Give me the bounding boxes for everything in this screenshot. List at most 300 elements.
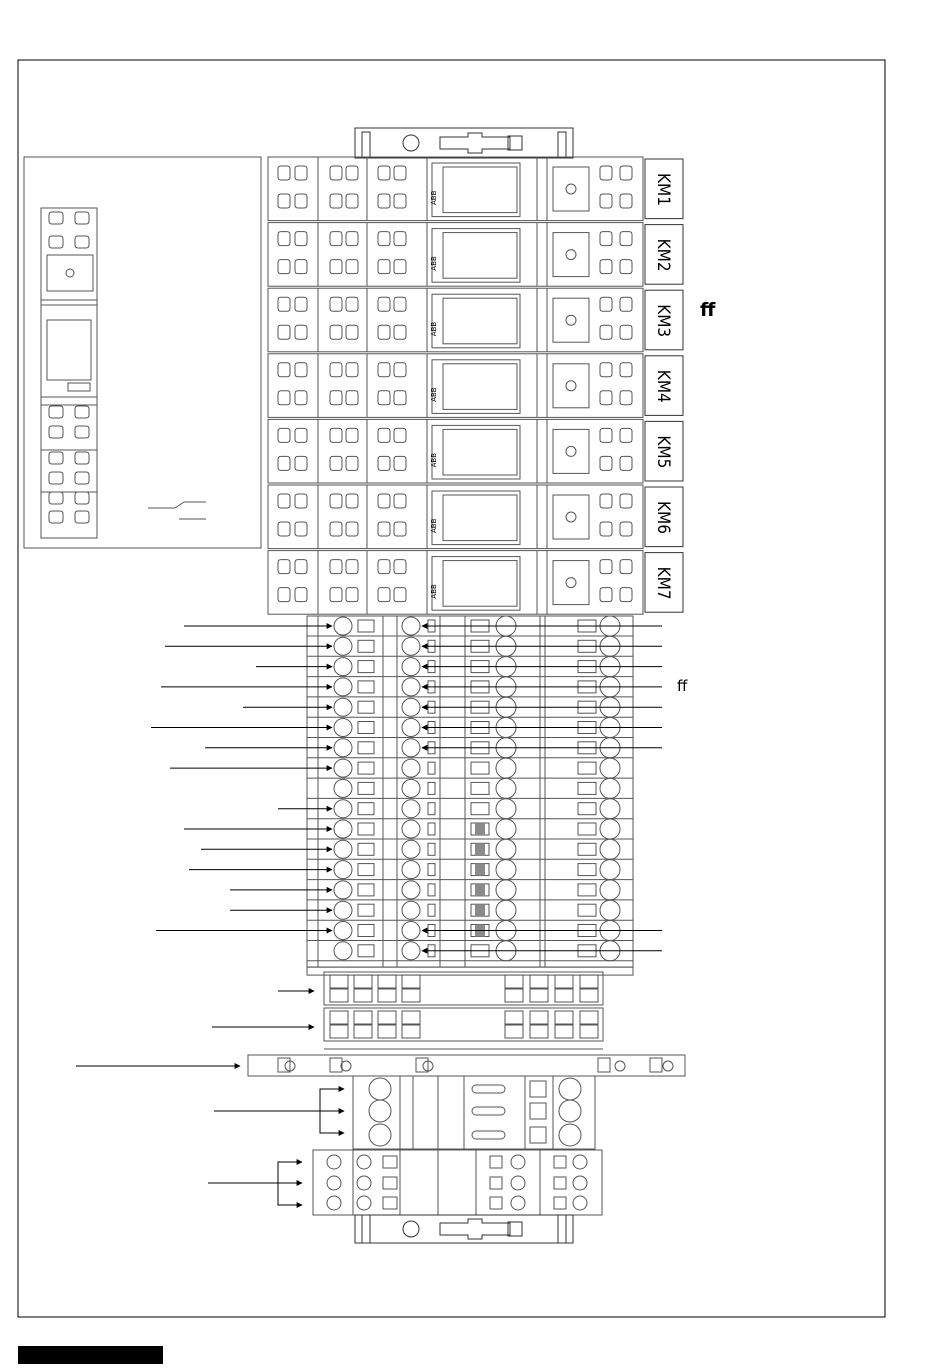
terminal-lobe xyxy=(75,452,89,464)
terminal-lobe xyxy=(330,194,342,208)
terminal-rail xyxy=(307,967,633,975)
clamp-slot xyxy=(358,904,374,916)
relay-body xyxy=(432,425,520,479)
test-button-icon xyxy=(566,512,576,522)
terminal-lobe xyxy=(330,363,342,377)
pushin-slot xyxy=(505,989,523,1002)
terminal-lobe xyxy=(295,391,307,405)
jumper-fill xyxy=(475,864,485,876)
test-button-frame xyxy=(553,495,589,539)
clamp-slot xyxy=(358,864,374,876)
jumper-slot xyxy=(578,762,596,774)
test-button-frame xyxy=(553,429,589,473)
rail-clip xyxy=(330,1058,342,1072)
screw-terminal xyxy=(334,658,352,676)
rail-clip xyxy=(278,1058,290,1072)
relay-callout-text: ﬀ xyxy=(700,299,716,321)
terminal-lobe xyxy=(49,511,63,523)
screw-terminal xyxy=(496,758,516,778)
clamp-slot xyxy=(490,1177,502,1189)
bottom-end-clip xyxy=(355,1215,573,1243)
terminal-lobe xyxy=(394,297,406,311)
terminal-lobe xyxy=(378,232,390,246)
screw-terminal xyxy=(402,719,420,737)
pushin-slot xyxy=(530,975,548,988)
brand-mark: ABB xyxy=(430,584,438,599)
terminal-lobe xyxy=(75,426,89,438)
clamp-slot xyxy=(428,904,435,916)
terminal-lobe xyxy=(600,494,612,508)
terminal-lobe xyxy=(600,166,612,180)
terminal-lobe xyxy=(278,232,290,246)
screw-terminal xyxy=(334,861,352,879)
clamp-slot xyxy=(383,1197,397,1209)
test-button-icon xyxy=(566,446,576,456)
terminal-lobe xyxy=(278,363,290,377)
screw-terminal xyxy=(357,1176,371,1190)
screw-terminal xyxy=(334,901,352,919)
screw-terminal xyxy=(600,860,620,880)
terminal-lobe xyxy=(378,522,390,536)
clamp-slot xyxy=(428,843,435,855)
pushin-slot xyxy=(505,1025,523,1038)
pushin-slot xyxy=(378,1011,396,1024)
terminal-lobe xyxy=(346,325,358,339)
screw-terminal xyxy=(402,800,420,818)
pushin-slot xyxy=(555,1011,573,1024)
jumper-fill xyxy=(475,823,485,835)
screw-terminal xyxy=(334,698,352,716)
relay-body xyxy=(432,491,520,545)
pushin-slot xyxy=(402,989,420,1002)
relay-window xyxy=(443,167,517,213)
terminal-lobe xyxy=(620,522,632,536)
clamp-slot xyxy=(383,1156,397,1168)
pushin-slot xyxy=(354,1025,372,1038)
terminal-lobe xyxy=(295,194,307,208)
pushin-slot xyxy=(402,1011,420,1024)
screw-terminal xyxy=(496,799,516,819)
terminal-lobe xyxy=(330,456,342,470)
terminal-lobe xyxy=(295,232,307,246)
pushin-slot xyxy=(505,975,523,988)
terminal-row xyxy=(307,860,633,880)
terminal-lobe xyxy=(378,297,390,311)
terminal-lobe xyxy=(394,456,406,470)
relay-label: KM7 xyxy=(653,566,673,600)
screw-terminal xyxy=(402,617,420,635)
lower-terminal-blocks xyxy=(248,972,685,1215)
terminal-lobe xyxy=(600,325,612,339)
pushin-slot xyxy=(330,1011,348,1024)
terminal-lobe xyxy=(600,560,612,574)
clamp-slot xyxy=(490,1197,502,1209)
relay-label: KM4 xyxy=(653,369,673,403)
screw-terminal xyxy=(402,678,420,696)
relay-body xyxy=(432,163,520,217)
terminal-lobe xyxy=(75,236,89,248)
terminal-lobe xyxy=(295,522,307,536)
clamp-slot xyxy=(428,803,435,815)
terminal-lobe xyxy=(295,428,307,442)
pushin-slot xyxy=(330,1025,348,1038)
screw-terminal xyxy=(600,799,620,819)
relay-body xyxy=(432,360,520,414)
screw-terminal xyxy=(334,759,352,777)
terminal-lobe xyxy=(330,325,342,339)
terminal-lobe xyxy=(295,588,307,602)
relay-km5 xyxy=(268,419,683,483)
relay-window xyxy=(443,429,517,475)
terminal-lobe xyxy=(620,166,632,180)
terminal-lobe xyxy=(620,260,632,274)
pushin-slot xyxy=(354,1011,372,1024)
screw-terminal xyxy=(402,759,420,777)
screw-terminal xyxy=(600,819,620,839)
terminal-lobe xyxy=(278,560,290,574)
relay-label: KM6 xyxy=(653,501,673,534)
screw-terminal xyxy=(496,900,516,920)
terminal-lobe xyxy=(394,560,406,574)
screw-terminal xyxy=(357,1196,371,1210)
clamp-slot xyxy=(358,640,374,652)
screw-terminal xyxy=(496,839,516,859)
terminal-lobe xyxy=(346,588,358,602)
terminal-lobe xyxy=(394,588,406,602)
terminal-lobe xyxy=(620,588,632,602)
side-view-terminals xyxy=(49,212,89,523)
jumper-slot xyxy=(578,823,596,835)
relay-km7 xyxy=(268,551,683,615)
test-button-frame xyxy=(553,364,589,408)
terminal-callout-text: ﬀ xyxy=(677,677,688,695)
screw-terminal xyxy=(402,861,420,879)
screw-terminal xyxy=(496,778,516,798)
terminal-lobe xyxy=(620,194,632,208)
side-view-panel xyxy=(24,157,261,548)
terminal-lobe xyxy=(75,472,89,484)
screw-terminal xyxy=(402,840,420,858)
clamp-slot xyxy=(358,843,374,855)
terminal-lobe xyxy=(378,325,390,339)
terminal-lobe xyxy=(49,406,63,418)
relay-km4 xyxy=(268,354,683,418)
relay-window xyxy=(443,233,517,279)
terminal-lobe xyxy=(394,260,406,274)
terminal-lobe xyxy=(346,522,358,536)
screw-terminal xyxy=(334,922,352,940)
terminal-lobe xyxy=(346,456,358,470)
screw-terminal xyxy=(334,678,352,696)
terminal-lobe xyxy=(75,492,89,504)
rail-clip xyxy=(650,1058,662,1072)
terminal-lobe xyxy=(346,428,358,442)
screw-terminal xyxy=(369,1124,391,1146)
test-button-frame xyxy=(553,167,589,211)
terminal-lobe xyxy=(620,391,632,405)
screw-terminal xyxy=(334,840,352,858)
terminal-lobe xyxy=(278,494,290,508)
small-terminal-block xyxy=(313,1150,602,1215)
screw-terminal xyxy=(327,1176,341,1190)
terminal-lobe xyxy=(600,297,612,311)
terminal-lobe xyxy=(330,588,342,602)
clamp-slot xyxy=(428,884,435,896)
screw-terminal xyxy=(600,900,620,920)
relay-km2 xyxy=(268,223,683,287)
jumper-slot xyxy=(578,843,596,855)
terminal-lobe xyxy=(330,494,342,508)
terminal-lobe xyxy=(49,452,63,464)
terminal-lobe xyxy=(620,232,632,246)
clamp-slot xyxy=(554,1177,566,1189)
screw-terminal xyxy=(559,1124,581,1146)
screw-terminal xyxy=(369,1078,391,1100)
terminal-lobe xyxy=(295,456,307,470)
pushin-slot xyxy=(580,1011,598,1024)
relay-body xyxy=(432,229,520,283)
clamp-slot xyxy=(490,1156,502,1168)
terminal-row xyxy=(307,880,633,900)
pushin-slot xyxy=(402,1025,420,1038)
terminal-lobe xyxy=(600,194,612,208)
jumper-slot xyxy=(578,884,596,896)
relay-label: KM2 xyxy=(653,238,673,272)
pushin-slot xyxy=(555,1025,573,1038)
jumper-fill xyxy=(475,904,485,916)
terminal-lobe xyxy=(600,456,612,470)
terminal-lobe xyxy=(620,456,632,470)
terminal-lobe xyxy=(49,426,63,438)
relay-window xyxy=(443,298,517,344)
terminal-lobe xyxy=(394,428,406,442)
screw-terminal xyxy=(496,860,516,880)
test-button-icon xyxy=(566,578,576,588)
rail-screw xyxy=(615,1061,625,1071)
pushin-slot xyxy=(378,975,396,988)
terminal-lobe xyxy=(620,428,632,442)
clamp-slot xyxy=(358,681,374,693)
pushin-slot xyxy=(378,989,396,1002)
clamp-slot xyxy=(358,823,374,835)
terminal-lobe xyxy=(378,166,390,180)
screw-terminal xyxy=(559,1100,581,1122)
jumper-slot xyxy=(578,782,596,794)
terminal-lobe xyxy=(49,212,63,224)
terminal-lobe xyxy=(295,166,307,180)
relay-window xyxy=(443,495,517,541)
relay-label: KM5 xyxy=(653,435,673,469)
drawing-frame xyxy=(18,60,885,1317)
screw-terminal xyxy=(402,922,420,940)
terminal-lobe xyxy=(330,232,342,246)
terminal-lobe xyxy=(278,325,290,339)
screw-terminal xyxy=(334,881,352,899)
screw-terminal xyxy=(402,739,420,757)
terminal-lobe xyxy=(49,492,63,504)
terminal-lobe xyxy=(49,236,63,248)
pushin-slot xyxy=(580,989,598,1002)
screw-terminal xyxy=(402,942,420,960)
terminal-lobe xyxy=(394,494,406,508)
pushin-slot xyxy=(354,975,372,988)
terminal-lobe xyxy=(394,232,406,246)
terminal-lobe xyxy=(620,297,632,311)
screw-terminal xyxy=(511,1176,525,1190)
terminal-row xyxy=(307,758,633,778)
terminal-lobe xyxy=(295,325,307,339)
screw-terminal xyxy=(600,839,620,859)
test-button-frame xyxy=(553,561,589,605)
pushin-slot xyxy=(354,989,372,1002)
screw-terminal xyxy=(402,901,420,919)
relay-label: KM3 xyxy=(653,304,673,338)
relay-body xyxy=(432,294,520,348)
terminal-lobe xyxy=(620,363,632,377)
screw-terminal xyxy=(327,1155,341,1169)
terminal-lobe xyxy=(75,511,89,523)
terminal-lobe xyxy=(278,297,290,311)
screw-terminal xyxy=(402,779,420,797)
pushin-slot xyxy=(330,975,348,988)
terminal-lobe xyxy=(278,522,290,536)
clamp-slot xyxy=(428,823,435,835)
terminal-lobe xyxy=(378,194,390,208)
terminal-lobe xyxy=(378,494,390,508)
din-rail xyxy=(248,1055,685,1076)
clamp-slot xyxy=(530,1103,546,1119)
jumper-fill xyxy=(475,843,485,855)
terminal-lobe xyxy=(378,560,390,574)
terminal-row xyxy=(307,778,633,798)
pushin-slot xyxy=(402,975,420,988)
terminal-lobe xyxy=(330,297,342,311)
screw-terminal xyxy=(327,1196,341,1210)
terminal-lobe xyxy=(346,391,358,405)
brand-mark: ABB xyxy=(430,452,438,468)
clamp-slot xyxy=(428,762,435,774)
screw-terminal xyxy=(334,800,352,818)
screw-terminal xyxy=(511,1155,525,1169)
terminal-lobe xyxy=(278,166,290,180)
screw-terminal xyxy=(334,637,352,655)
slot xyxy=(472,1107,505,1115)
terminal-row xyxy=(307,799,633,819)
terminal-lobe xyxy=(620,325,632,339)
terminal-row xyxy=(307,819,633,839)
screw-terminal xyxy=(357,1155,371,1169)
terminal-lobe xyxy=(346,232,358,246)
brand-mark: ABB xyxy=(430,190,438,205)
clamp-slot xyxy=(358,762,374,774)
terminal-lobe xyxy=(394,522,406,536)
terminal-lobe xyxy=(378,428,390,442)
clamp-slot xyxy=(358,782,374,794)
terminal-lobe xyxy=(49,472,63,484)
jumper-slot xyxy=(471,782,489,794)
rail-clip xyxy=(598,1058,610,1072)
terminal-block-stack xyxy=(307,616,633,975)
terminal-row xyxy=(307,900,633,920)
pushin-slot xyxy=(330,989,348,1002)
terminal-lobe xyxy=(394,363,406,377)
test-button-icon xyxy=(566,250,576,260)
jumper-slot xyxy=(471,803,489,815)
brand-mark: ABB xyxy=(430,518,438,533)
terminal-lobe xyxy=(75,212,89,224)
relay-window xyxy=(443,364,517,410)
terminal-lobe xyxy=(378,588,390,602)
top-end-clip xyxy=(355,128,573,158)
terminal-lobe xyxy=(394,391,406,405)
relay-stack xyxy=(268,157,683,614)
terminal-lobe xyxy=(600,588,612,602)
terminal-lobe xyxy=(394,194,406,208)
screw-terminal xyxy=(496,880,516,900)
screw-terminal xyxy=(334,820,352,838)
jumper-slot xyxy=(578,904,596,916)
terminal-lobe xyxy=(600,428,612,442)
terminal-lobe xyxy=(600,391,612,405)
terminal-lobe xyxy=(295,494,307,508)
slot xyxy=(472,1085,505,1093)
terminal-lobe xyxy=(330,428,342,442)
clamp-slot xyxy=(358,742,374,754)
rail-clip xyxy=(416,1058,428,1072)
terminal-lobe xyxy=(295,363,307,377)
brand-mark: ABB xyxy=(430,387,438,402)
footer-bar xyxy=(18,1346,163,1364)
clamp-slot xyxy=(358,945,374,957)
terminal-lobe xyxy=(330,260,342,274)
clamp-slot xyxy=(358,701,374,713)
pushin-slot xyxy=(580,975,598,988)
brand-mark: ABB xyxy=(430,321,438,337)
clamp-slot xyxy=(358,884,374,896)
terminal-lobe xyxy=(394,325,406,339)
clamp-slot xyxy=(358,925,374,937)
relay-km6 xyxy=(268,485,683,549)
clamp-slot xyxy=(554,1197,566,1209)
terminal-lobe xyxy=(346,363,358,377)
terminal-frame xyxy=(307,616,633,967)
terminal-lobe xyxy=(378,363,390,377)
terminal-lobe xyxy=(600,363,612,377)
pushin-slot xyxy=(530,1011,548,1024)
terminal-lobe xyxy=(346,194,358,208)
jumper-slot xyxy=(578,803,596,815)
screw-terminal xyxy=(573,1155,587,1169)
screw-terminal xyxy=(369,1100,391,1122)
test-button-icon xyxy=(566,381,576,391)
screw-terminal xyxy=(334,719,352,737)
terminal-lobe xyxy=(75,406,89,418)
relay-km1 xyxy=(268,157,683,221)
test-button-icon xyxy=(566,184,576,194)
clamp-slot xyxy=(428,782,435,794)
clamp-slot xyxy=(530,1081,546,1097)
test-button-frame xyxy=(553,233,589,277)
terminal-lobe xyxy=(378,456,390,470)
screw-terminal xyxy=(334,942,352,960)
screw-terminal xyxy=(334,739,352,757)
slot xyxy=(472,1131,505,1139)
terminal-lobe xyxy=(295,560,307,574)
terminal-lobe xyxy=(346,560,358,574)
screw-terminal xyxy=(402,658,420,676)
rail-screw xyxy=(663,1061,673,1071)
terminal-lobe xyxy=(600,522,612,536)
